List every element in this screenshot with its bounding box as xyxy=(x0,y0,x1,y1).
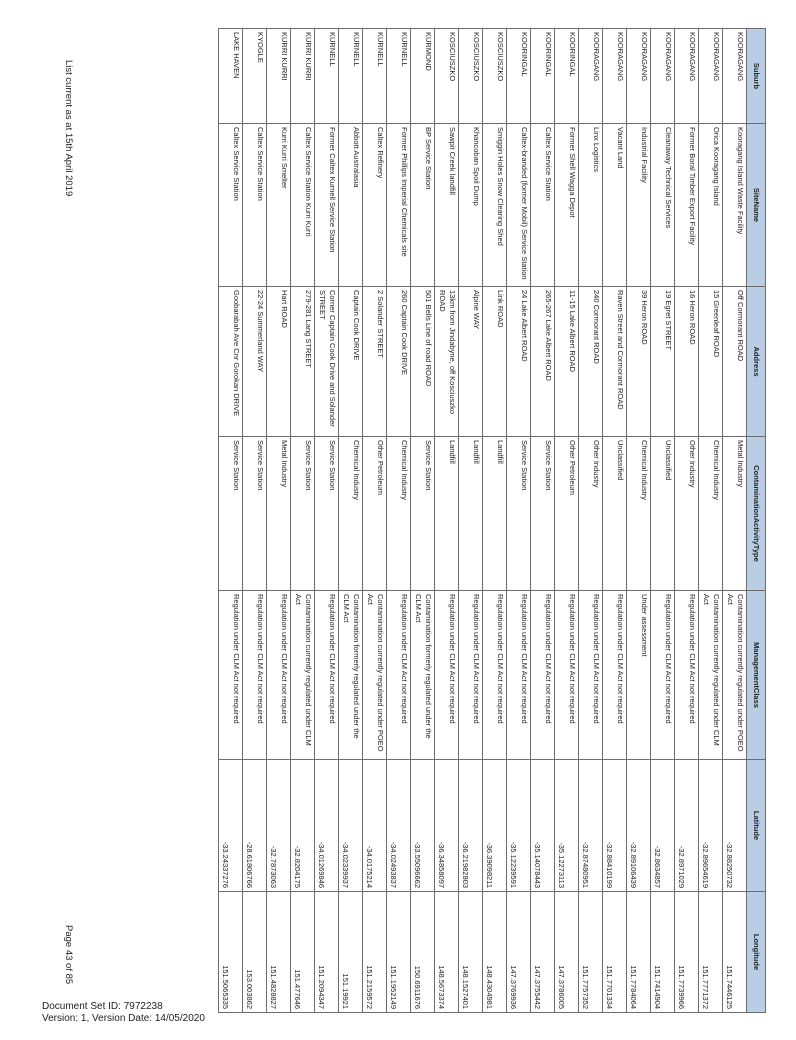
table-cell: 260 Captain Cook DRIVE xyxy=(387,287,411,437)
table-cell: LAKE HAVEN xyxy=(219,29,243,124)
column-header: Longitude xyxy=(747,892,766,1013)
table-cell: Landfill xyxy=(435,437,459,591)
table-cell: Former Shell Wagga Depot xyxy=(555,124,579,287)
table-cell: Regulation under CLM Act not required xyxy=(531,591,555,760)
document-info xyxy=(42,1001,205,1025)
table-cell: Contamination currently regulated under POEO Act xyxy=(363,591,387,760)
table-row xyxy=(579,29,603,1013)
table-cell: Unclassified xyxy=(651,437,675,591)
table-cell: Sawpit Creek landfill xyxy=(435,124,459,287)
table-cell: Regulation under CLM Act not required xyxy=(603,591,627,760)
table-cell: 265-267 Lake Albert ROAD xyxy=(531,287,555,437)
table-cell: Metal Industry xyxy=(267,437,291,591)
table-cell: Contamination formerly regulated under the CLM Act xyxy=(411,591,435,760)
table-cell: Regulation under CLM Act not required xyxy=(459,591,483,760)
table-cell: Corner Captain Cook Drive and Solander STREET xyxy=(315,287,339,437)
table-cell: 279-281 Lang STREET xyxy=(291,287,315,437)
table-cell: Link ROAD xyxy=(483,287,507,437)
column-header: Address xyxy=(747,287,766,437)
table-cell: Regulation under CLM Act not required xyxy=(267,591,291,760)
table-cell: 153.003862 xyxy=(243,892,267,1013)
table-cell: -34.0175214 xyxy=(363,760,387,892)
table-row xyxy=(651,29,675,1013)
table-cell: Former Phillips Imperial Chemicals site xyxy=(387,124,411,287)
table-row xyxy=(243,29,267,1013)
table-cell: 151.7739966 xyxy=(675,892,699,1013)
table-cell: Other Industry xyxy=(579,437,603,591)
table-cell: Regulation under CLM Act not required xyxy=(675,591,699,760)
table-row xyxy=(603,29,627,1013)
table-cell: KOSCIUSZKO xyxy=(483,29,507,124)
table-cell: Raven Street and Cormorant ROAD xyxy=(603,287,627,437)
table-cell: 151.7784064 xyxy=(627,892,651,1013)
table-row xyxy=(435,29,459,1013)
table-cell: -32.87480951 xyxy=(579,760,603,892)
table-row xyxy=(387,29,411,1013)
table-cell: Regulation under CLM Act not required xyxy=(651,591,675,760)
table-cell: KURRI KURRI xyxy=(291,29,315,124)
table-cell: Regulation under CLM Act not required xyxy=(219,591,243,760)
table-cell: KOORAGANG xyxy=(699,29,723,124)
table-cell: 147.3786005 xyxy=(555,892,579,1013)
table-cell: Chemical Industry xyxy=(339,437,363,591)
table-cell: 151.7771372 xyxy=(699,892,723,1013)
table-cell: Caltex Refinery xyxy=(363,124,387,287)
document-set-id: Document Set ID: 7972238 xyxy=(42,1001,163,1012)
table-row xyxy=(507,29,531,1013)
table-cell: KOSCIUSZKO xyxy=(435,29,459,124)
table-cell: 147.3769936 xyxy=(507,892,531,1013)
table-row xyxy=(483,29,507,1013)
table-cell: 151.19921 xyxy=(339,892,363,1013)
table-cell: 148.4304981 xyxy=(483,892,507,1013)
table-cell: Regulation under CLM Act not required xyxy=(579,591,603,760)
table-cell: 13km from Jindabyne, off Kosciuszko ROAD xyxy=(435,287,459,437)
table-cell: BP Service Station xyxy=(411,124,435,287)
column-header: SiteName xyxy=(747,124,766,287)
table-cell: -34.02339937 xyxy=(339,760,363,892)
table-cell: Regulation under CLM Act not required xyxy=(555,591,579,760)
table-cell: Chemical Industry xyxy=(387,437,411,591)
table-cell: Regulation under CLM Act not required xyxy=(243,591,267,760)
table-row xyxy=(291,29,315,1013)
table-cell: 151.2094347 xyxy=(315,892,339,1013)
table-cell: Kurri Kurri Smelter xyxy=(267,124,291,287)
table-cell: Smiggin Holes Snow Clearing Shed xyxy=(483,124,507,287)
table-cell: 151.4828827 xyxy=(267,892,291,1013)
table-cell: -32.8204175 xyxy=(291,760,315,892)
table-cell: Caltex Service Station Kurri Kurri xyxy=(291,124,315,287)
table-row xyxy=(459,29,483,1013)
table-cell: -32.89106439 xyxy=(627,760,651,892)
table-cell: -34.02493837 xyxy=(387,760,411,892)
table-cell: 501 Bells Line of road ROAD xyxy=(411,287,435,437)
table-cell: Linx Logistics xyxy=(579,124,603,287)
table-row xyxy=(675,29,699,1013)
table-cell: KURNELL xyxy=(315,29,339,124)
table-cell: KURMOND xyxy=(411,29,435,124)
table-header-row xyxy=(747,29,766,1013)
table-cell: Service Station xyxy=(243,437,267,591)
table-cell: Goobarabah Ave Cnr Gorokan DRIVE xyxy=(219,287,243,437)
table-cell: Off Cormorant ROAD xyxy=(723,287,747,437)
table-cell: 151.5065335 xyxy=(219,892,243,1013)
table-cell: Service Station xyxy=(315,437,339,591)
table-cell: -36.39098211 xyxy=(483,760,507,892)
table-cell: Cleanaway Technical Services xyxy=(651,124,675,287)
table-cell: Contamination currently regulated under POEO Act xyxy=(723,591,747,760)
table-cell: -34.01269846 xyxy=(315,760,339,892)
table-cell: 22-24 Summerland WAY xyxy=(243,287,267,437)
table-cell: 2 Solander STREET xyxy=(363,287,387,437)
column-header: Suburb xyxy=(747,29,766,124)
table-row xyxy=(555,29,579,1013)
table-cell: Former Caltex Kurnell Service Station xyxy=(315,124,339,287)
table-cell: Industrial Facility xyxy=(627,124,651,287)
table-row xyxy=(267,29,291,1013)
table-cell: Regulation under CLM Act not required xyxy=(315,591,339,760)
table-cell: 24 Lake Albert ROAD xyxy=(507,287,531,437)
table-body xyxy=(219,29,747,1013)
table-cell: Under assessment xyxy=(627,591,651,760)
table-cell: 151.7414904 xyxy=(651,892,675,1013)
page-number: Page 43 of 85 xyxy=(63,925,74,985)
table-row xyxy=(411,29,435,1013)
table-cell: 151.7446125 xyxy=(723,892,747,1013)
table-cell: KOORAGANG xyxy=(627,29,651,124)
table-row xyxy=(363,29,387,1013)
table-cell: 151.7701334 xyxy=(603,892,627,1013)
table-cell: Vacant Land xyxy=(603,124,627,287)
table-cell: KOORINGAL xyxy=(531,29,555,124)
table-cell: KOSCIUSZKO xyxy=(459,29,483,124)
table-cell: KURNELL xyxy=(339,29,363,124)
table-cell: Other Industry xyxy=(675,437,699,591)
contaminated-sites-table xyxy=(218,28,766,1013)
table-cell: Service Station xyxy=(507,437,531,591)
table-cell: Caltex Service Station xyxy=(531,124,555,287)
table-row xyxy=(219,29,243,1013)
table-cell: 151.2159572 xyxy=(363,892,387,1013)
table-cell: -28.61806766 xyxy=(243,760,267,892)
table-cell: Alpine WAY xyxy=(459,287,483,437)
table-cell: -35.12239591 xyxy=(507,760,531,892)
table-cell: Contamination formerly regulated under the CLM Act xyxy=(339,591,363,760)
table-cell: Service Station xyxy=(219,437,243,591)
column-header: Latitude xyxy=(747,760,766,892)
table-cell: Hart ROAD xyxy=(267,287,291,437)
table-cell: Unclassified xyxy=(603,437,627,591)
table-cell: KOORAGANG xyxy=(651,29,675,124)
table-cell: Kooragang Island Waste Facility xyxy=(723,124,747,287)
table-cell: 151.7757352 xyxy=(579,892,603,1013)
table-cell: Orica Kooragang Island xyxy=(699,124,723,287)
table-cell: 39 Heron ROAD xyxy=(627,287,651,437)
table-cell: KOORINGAL xyxy=(555,29,579,124)
table-cell: 11-15 Lake Albert ROAD xyxy=(555,287,579,437)
table-cell: 240 Cormorant ROAD xyxy=(579,287,603,437)
table-cell: KOORINGAL xyxy=(507,29,531,124)
table-cell: Chemical Industry xyxy=(699,437,723,591)
table-cell: 150.6911676 xyxy=(411,892,435,1013)
table-cell: Caltex Service Station xyxy=(219,124,243,287)
table-cell: 151.477646 xyxy=(291,892,315,1013)
column-header: ManagementClass xyxy=(747,591,766,760)
table-cell: Service Station xyxy=(411,437,435,591)
table-cell: Abbott Australasia xyxy=(339,124,363,287)
table-cell: 15 Greenleaf ROAD xyxy=(699,287,723,437)
table-cell: 147.3755442 xyxy=(531,892,555,1013)
table-cell: Caltex Service Station xyxy=(243,124,267,287)
table-cell: Landfill xyxy=(483,437,507,591)
table-cell: KOORAGANG xyxy=(675,29,699,124)
table-row xyxy=(723,29,747,1013)
list-current-note: List current as at 15th April 2019 xyxy=(63,60,74,197)
table-cell: 16 Heron ROAD xyxy=(675,287,699,437)
table-cell: -36.34858097 xyxy=(435,760,459,892)
table-cell: Regulation under CLM Act not required xyxy=(435,591,459,760)
table-cell: Other Petroleum xyxy=(555,437,579,591)
table-cell: Chemical Industry xyxy=(627,437,651,591)
table-cell: 148.1527401 xyxy=(459,892,483,1013)
table-cell: KURNELL xyxy=(363,29,387,124)
table-row xyxy=(699,29,723,1013)
table-cell: Contamination currently regulated under CLM Act xyxy=(699,591,723,760)
table-cell: Service Station xyxy=(531,437,555,591)
table-cell: Contamination currently regulated under CLM Act xyxy=(291,591,315,760)
table-cell: Metal Industry xyxy=(723,437,747,591)
table-cell: KOORAGANG xyxy=(603,29,627,124)
table-cell: -32.8634857 xyxy=(651,760,675,892)
column-header: ContaminationActivityType xyxy=(747,437,766,591)
table-row xyxy=(531,29,555,1013)
table-cell: -36.21982803 xyxy=(459,760,483,892)
table-row xyxy=(339,29,363,1013)
table-row xyxy=(315,29,339,1013)
table-cell: -35.12273113 xyxy=(555,760,579,892)
table-cell: Khancoban Spoil Dump xyxy=(459,124,483,287)
table-cell: -32.89654619 xyxy=(699,760,723,892)
table-cell: -33.55096662 xyxy=(411,760,435,892)
table-cell: KOORAGANG xyxy=(723,29,747,124)
table-cell: KURNELL xyxy=(387,29,411,124)
table-cell: Captain Cook DRIVE xyxy=(339,287,363,437)
document-version: Version: 1, Version Date: 14/05/2020 xyxy=(42,1013,205,1024)
table-cell: -32.7873063 xyxy=(267,760,291,892)
table-cell: 151.1952149 xyxy=(387,892,411,1013)
table-cell: Regulation under CLM Act not required xyxy=(387,591,411,760)
table-cell: -32.88410199 xyxy=(603,760,627,892)
table-cell: Former Boral Timber Export Facility xyxy=(675,124,699,287)
table-cell: KURRI KURRI xyxy=(267,29,291,124)
table-cell: Caltex-branded (former Mobil) Service Station xyxy=(507,124,531,287)
table-cell: Landfill xyxy=(459,437,483,591)
table-cell: Regulation under CLM Act not required xyxy=(507,591,531,760)
table-cell: Other Petroleum xyxy=(363,437,387,591)
table-cell: 19 Egret STREET xyxy=(651,287,675,437)
table-cell: Service Station xyxy=(291,437,315,591)
table-cell: -32.88250732 xyxy=(723,760,747,892)
table-row xyxy=(627,29,651,1013)
table-cell: KYOGLE xyxy=(243,29,267,124)
table-cell: -35.14078443 xyxy=(531,760,555,892)
table-cell: 148.5673374 xyxy=(435,892,459,1013)
table-cell: Regulation under CLM Act not required xyxy=(483,591,507,760)
table-cell: -32.8971029 xyxy=(675,760,699,892)
table-cell: -33.24337276 xyxy=(219,760,243,892)
table-cell: KOORAGANG xyxy=(579,29,603,124)
